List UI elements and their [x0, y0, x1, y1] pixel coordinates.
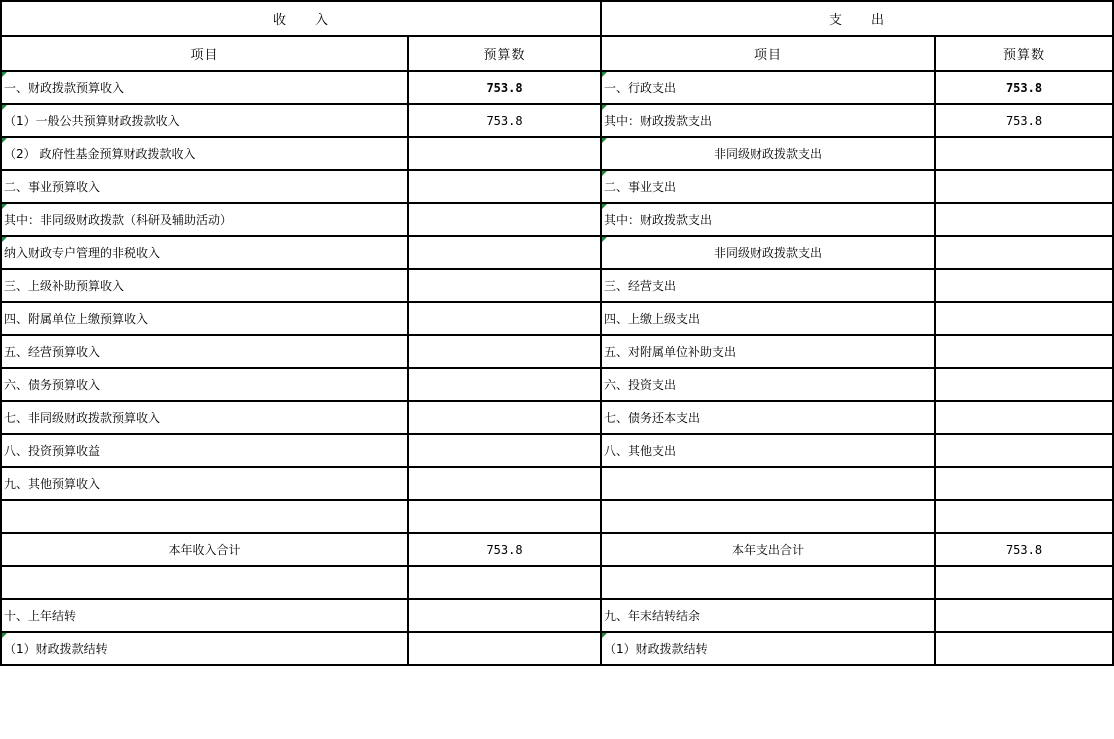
expense-item-cell[interactable] — [601, 467, 935, 500]
income-item-label: （1）一般公共预算财政拨款收入 — [4, 114, 180, 128]
table-row — [1, 236, 1113, 269]
expense-budget-cell[interactable] — [935, 335, 1113, 368]
expense-budget-cell[interactable] — [935, 236, 1113, 269]
table-row — [1, 269, 1113, 302]
table-row — [1, 434, 1113, 467]
comment-flag-icon — [602, 204, 607, 209]
income-item-cell[interactable] — [1, 401, 408, 434]
expense-item-cell[interactable] — [601, 632, 935, 665]
expense-item-label: 非同级财政拨款支出 — [714, 147, 823, 161]
expense-item-label: 二、事业支出 — [604, 180, 677, 194]
expense-budget-cell[interactable] — [935, 566, 1113, 599]
section-header-row — [1, 1, 1113, 36]
expense-item-label: 七、债务还本支出 — [604, 411, 701, 425]
income-budget-cell[interactable] — [408, 566, 601, 599]
expense-item-label: 五、对附属单位补助支出 — [604, 345, 737, 359]
expense-item-cell[interactable] — [601, 566, 935, 599]
comment-flag-icon — [2, 138, 7, 143]
income-budget-cell[interactable] — [408, 500, 601, 533]
comment-flag-icon — [602, 237, 607, 242]
expense-budget-cell[interactable] — [935, 434, 1113, 467]
income-total-value[interactable]: 753.8 — [408, 533, 601, 566]
income-item-label: 九、其他预算收入 — [4, 477, 101, 491]
comment-flag-icon — [2, 105, 7, 110]
table-row — [1, 203, 1113, 236]
income-item-label: 十、上年结转 — [4, 609, 77, 623]
expense-budget-cell[interactable] — [935, 401, 1113, 434]
income-item-label: 纳入财政专户管理的非税收入 — [4, 246, 161, 260]
income-item-cell[interactable] — [1, 599, 408, 632]
expense-budget-cell[interactable] — [935, 203, 1113, 236]
income-budget-cell[interactable] — [408, 236, 601, 269]
income-budget-cell[interactable] — [408, 302, 601, 335]
expense-budget-cell[interactable] — [935, 269, 1113, 302]
expense-item-label: 其中：财政拨款支出 — [604, 213, 713, 227]
expense-item-label: （1）财政拨款结转 — [604, 642, 708, 656]
income-item-label: 四、附属单位上缴预算收入 — [4, 312, 149, 326]
income-item-label: 八、投资预算收益 — [4, 444, 101, 458]
expense-item-cell[interactable] — [601, 104, 935, 137]
income-item-cell[interactable] — [1, 632, 408, 665]
expense-item-cell[interactable] — [601, 203, 935, 236]
comment-flag-icon — [2, 633, 7, 638]
table-row — [1, 302, 1113, 335]
income-budget-cell[interactable] — [408, 137, 601, 170]
table-row — [1, 170, 1113, 203]
expense-item-cell[interactable] — [601, 500, 935, 533]
income-item-cell[interactable] — [1, 104, 408, 137]
comment-flag-icon — [602, 171, 607, 176]
table-row — [1, 335, 1113, 368]
expense-item-cell[interactable] — [601, 137, 935, 170]
expense-budget-cell[interactable]: 753.8 — [935, 71, 1113, 104]
expense-budget-cell[interactable] — [935, 500, 1113, 533]
expense-item-cell[interactable] — [601, 71, 935, 104]
income-item-label: （2） 政府性基金预算财政拨款收入 — [4, 147, 196, 161]
table-row — [1, 71, 1113, 104]
expense-budget-cell[interactable] — [935, 632, 1113, 665]
income-item-cell[interactable] — [1, 203, 408, 236]
expense-item-cell[interactable] — [601, 170, 935, 203]
comment-flag-icon — [602, 633, 607, 638]
table-row — [1, 104, 1113, 137]
expense-budget-cell[interactable] — [935, 599, 1113, 632]
total-row — [1, 533, 1113, 566]
income-budget-cell[interactable] — [408, 368, 601, 401]
income-item-cell[interactable] — [1, 335, 408, 368]
table-row — [1, 467, 1113, 500]
expense-budget-cell[interactable]: 753.8 — [935, 104, 1113, 137]
expense-total-label[interactable]: 本年支出合计 — [601, 533, 935, 566]
expense-item-cell[interactable] — [601, 401, 935, 434]
table-row — [1, 632, 1113, 665]
income-item-cell[interactable] — [1, 434, 408, 467]
table-row — [1, 599, 1113, 632]
income-budget-cell[interactable] — [408, 401, 601, 434]
expense-budget-cell[interactable] — [935, 467, 1113, 500]
expense-item-cell[interactable] — [601, 269, 935, 302]
income-budget-header[interactable]: 预算数 — [408, 36, 601, 71]
comment-flag-icon — [2, 72, 7, 77]
table-row — [1, 500, 1113, 533]
expense-item-label: 一、行政支出 — [604, 81, 677, 95]
expense-item-label: 非同级财政拨款支出 — [714, 246, 823, 260]
income-budget-cell[interactable] — [408, 434, 601, 467]
income-budget-cell[interactable] — [408, 599, 601, 632]
income-item-cell[interactable] — [1, 368, 408, 401]
expense-item-cell[interactable] — [601, 302, 935, 335]
income-item-label: 六、债务预算收入 — [4, 378, 101, 392]
income-item-label: 三、上级补助预算收入 — [4, 279, 125, 293]
expense-item-cell[interactable] — [601, 335, 935, 368]
income-item-cell[interactable] — [1, 566, 408, 599]
income-budget-cell[interactable] — [408, 467, 601, 500]
expense-item-cell[interactable] — [601, 236, 935, 269]
income-item-cell[interactable] — [1, 302, 408, 335]
income-budget-cell[interactable]: 753.8 — [408, 71, 601, 104]
expense-section-header[interactable]: 支 出 — [601, 1, 1113, 36]
expense-item-cell[interactable] — [601, 434, 935, 467]
income-section-header[interactable]: 收 入 — [1, 1, 601, 36]
comment-flag-icon — [602, 138, 607, 143]
comment-flag-icon — [602, 105, 607, 110]
expense-budget-cell[interactable] — [935, 302, 1113, 335]
income-budget-cell[interactable] — [408, 269, 601, 302]
column-header-row — [1, 36, 1113, 71]
income-item-label: 七、非同级财政拨款预算收入 — [4, 411, 161, 425]
income-item-cell[interactable] — [1, 500, 408, 533]
income-item-cell[interactable] — [1, 467, 408, 500]
income-budget-cell[interactable]: 753.8 — [408, 104, 601, 137]
expense-budget-header[interactable]: 预算数 — [935, 36, 1113, 71]
expense-item-cell[interactable] — [601, 599, 935, 632]
income-item-cell[interactable] — [1, 71, 408, 104]
income-item-label: 一、财政拨款预算收入 — [4, 81, 125, 95]
comment-flag-icon — [2, 237, 7, 242]
expense-budget-cell[interactable] — [935, 137, 1113, 170]
comment-flag-icon — [2, 204, 7, 209]
expense-item-label: 八、其他支出 — [604, 444, 677, 458]
expense-item-label: 六、投资支出 — [604, 378, 677, 392]
income-budget-cell[interactable] — [408, 335, 601, 368]
income-item-cell[interactable] — [1, 137, 408, 170]
income-item-label: 二、事业预算收入 — [4, 180, 101, 194]
income-item-cell[interactable] — [1, 269, 408, 302]
expense-total-value[interactable]: 753.8 — [935, 533, 1113, 566]
expense-item-label: 其中：财政拨款支出 — [604, 114, 713, 128]
table-row — [1, 566, 1113, 599]
income-item-label: 五、经营预算收入 — [4, 345, 101, 359]
expense-budget-cell[interactable] — [935, 368, 1113, 401]
comment-flag-icon — [602, 72, 607, 77]
income-budget-cell[interactable] — [408, 632, 601, 665]
income-item-header[interactable]: 项目 — [1, 36, 408, 71]
table-row — [1, 368, 1113, 401]
expense-item-header[interactable]: 项目 — [601, 36, 935, 71]
income-total-label[interactable]: 本年收入合计 — [1, 533, 408, 566]
table-row — [1, 137, 1113, 170]
income-budget-cell[interactable] — [408, 203, 601, 236]
income-item-label: （1）财政拨款结转 — [4, 642, 108, 656]
table-row — [1, 401, 1113, 434]
expense-item-cell[interactable] — [601, 368, 935, 401]
income-item-cell[interactable] — [1, 170, 408, 203]
expense-budget-cell[interactable] — [935, 170, 1113, 203]
expense-item-label: 四、上缴上级支出 — [604, 312, 701, 326]
income-budget-cell[interactable] — [408, 170, 601, 203]
expense-item-label: 九、年末结转结余 — [604, 609, 701, 623]
income-item-label: 其中：非同级财政拨款（科研及辅助活动） — [4, 213, 233, 227]
expense-item-label: 三、经营支出 — [604, 279, 677, 293]
income-item-cell[interactable] — [1, 236, 408, 269]
